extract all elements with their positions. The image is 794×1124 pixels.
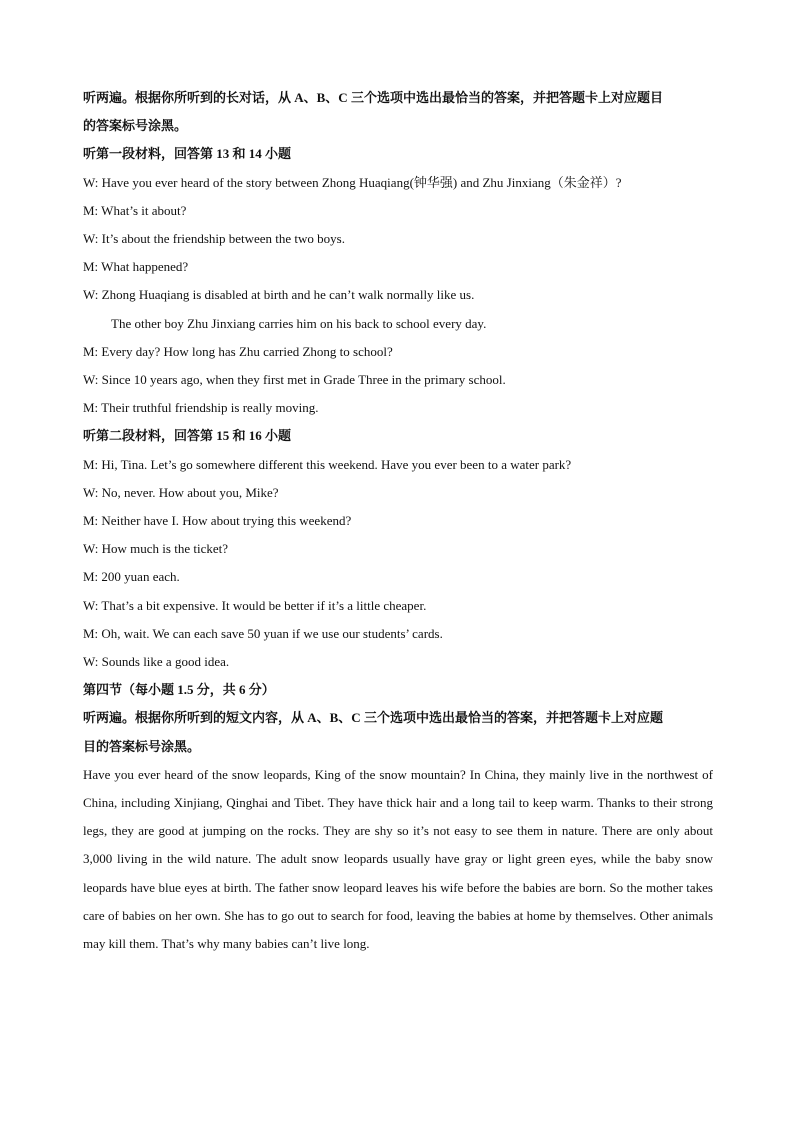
dialogue-line: W: How much is the ticket? [83, 541, 229, 557]
document-page [83, 84, 713, 958]
dialogue-line: W: That’s a bit expensive. It would be better if it’s a little cheaper. [83, 597, 427, 613]
dialogue-line: W: Have you ever heard of the story between Zhong Huaqiang(钟华强) and Zhu Jinxiang（朱金祥）? [83, 174, 622, 190]
dialogue-line: W: Since 10 years ago, when they first met in Grade Three in the primary school. [83, 372, 506, 388]
dialogue-line: W: No, never. How about you, Mike? [83, 484, 279, 500]
dialogue-line: M: What’s it about? [83, 202, 187, 218]
dialogue-line: M: 200 yuan each. [83, 569, 180, 585]
section4-instruction-line2: 目的答案标号涂黑。 [83, 738, 201, 754]
section4-instruction-line1: 听两遍。根据你所听到的短文内容，从 A、B、C 三个选项中选出最恰当的答案，并把答题卡上对应题 [83, 710, 663, 726]
section4-heading: 第四节（每小题 1.5 分，共 6 分） [83, 682, 275, 698]
dialogue-line: M: Their truthful friendship is really moving. [83, 400, 319, 416]
dialogue-line: M: Every day? How long has Zhu carried Zhong to school? [83, 343, 393, 359]
material1-heading: 听第一段材料，回答第 13 和 14 小题 [83, 146, 292, 162]
dialogue-line: M: Oh, wait. We can each save 50 yuan if we use our students’ cards. [83, 625, 443, 641]
material2-heading: 听第二段材料，回答第 15 和 16 小题 [83, 428, 292, 444]
dialogue-line-continuation: The other boy Zhu Jinxiang carries him on his back to school every day. [111, 315, 487, 331]
section3-instruction-line1: 听两遍。根据你所听到的长对话，从 A、B、C 三个选项中选出最恰当的答案，并把答题卡上对应题目 [83, 90, 663, 105]
dialogue-line: M: What happened? [83, 259, 189, 275]
dialogue-line: W: Sounds like a good idea. [83, 654, 230, 670]
passage-text: Have you ever heard of the snow leopards, King of the snow mountain? In China, they mainly live in the northwest of China, including Xinjiang, Qinghai and Tibet. They have thick hair and a long tail to keep warm. Thanks to their strong legs, they are good at jumping on the rocks. They are shy so it’s not easy to see them in nature. There are only about 3,000 living in the wild nature. The adult snow leopards usually have gray or light green eyes, while the baby snow leopards have blue eyes at birth. The father snow leopard leaves his wife before the babies are born. So the mother takes care of babies on her own. She has to go out to search for food, leaving the babies at home by themselves. Other animals may kill them. That’s why many babies can’t live long. [83, 766, 713, 952]
dialogue-line: W: It’s about the friendship between the two boys. [83, 231, 345, 247]
dialogue-line: M: Neither have I. How about trying this weekend? [83, 513, 352, 529]
dialogue-line: W: Zhong Huaqiang is disabled at birth and he can’t walk normally like us. [83, 287, 475, 303]
section3-instruction-line2: 的答案标号涂黑。 [83, 118, 188, 134]
dialogue-line: M: Hi, Tina. Let’s go somewhere different this weekend. Have you ever been to a water park? [83, 456, 572, 472]
